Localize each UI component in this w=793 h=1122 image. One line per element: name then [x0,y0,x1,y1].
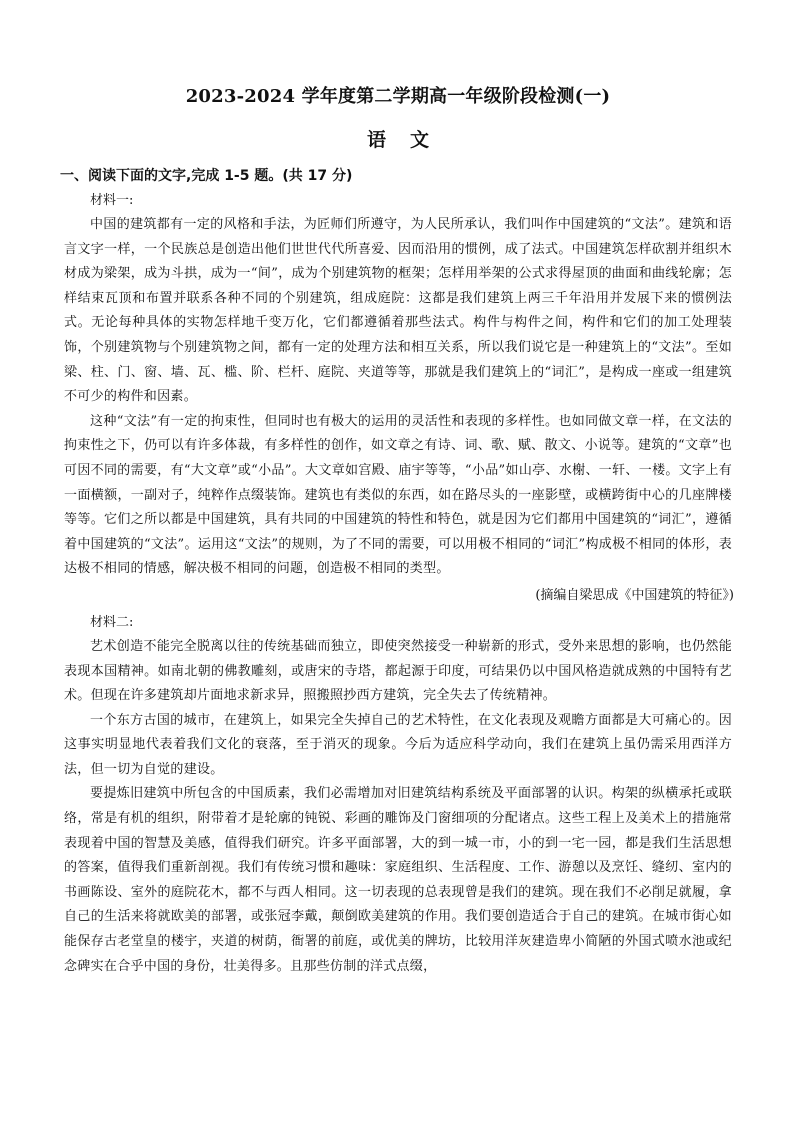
subject-title: 语文 [366,129,453,151]
exam-page [60,84,734,979]
material-2-paragraph: 艺术创造不能完全脱离以往的传统基础而独立，即使突然接受一种崭新的形式，受外来思想的影响，也仍然能表现本国精神。如南北朝的佛教雕刻，或唐宋的寺塔，都起源于印度，可结果仍以中国风格造就成熟的中国特有艺术。但现在许多建筑却片面地求新求异，照搬照抄西方建筑，完全失去了传统精神。 [64,638,732,704]
material-2-paragraph: 要提炼旧建筑中所包含的中国质素，我们必需增加对旧建筑结构系统及平面部署的认识。构架的纵横承托或联络，常是有机的组织，附带着才是轮廓的钝锐、彩画的雕饰及门窗细项的分配诸点。这些工程上及美术上的措施常表现着中国的智慧及美感，值得我们研究。许多平面部署，大的到一城一市，小的到一宅一园，都是我们生活思想的答案，值得我们重新剖视。我们有传统习惯和趣味：家庭组织、生活程度、工作、游憩以及烹饪、缝纫、室内的书画陈设、室外的庭院花木，都不与西人相同。这一切表现的总表现曾是我们的建筑。现在我们不必削足就履，拿自己的生活来将就欧美的部署，或张冠李戴，颠倒欧美建筑的作用。我们要创造适合于自己的建筑。在城市街心如能保存古老堂皇的楼宇，夹道的树荫，衙署的前庭，或优美的牌坊，比较用洋灰建造卑小简陋的外国式喷水池或纪念碑实在合乎中国的身份，壮美得多。且那些仿制的洋式点缀， [64,786,732,974]
section-heading: 一、阅读下面的文字,完成 1-5 题。(共 17 分) [60,168,353,184]
material-2-label: 材料二: [90,614,134,630]
exam-title: 2023-2024 学年度第二学期高一年级阶段检测(一) [185,86,611,107]
material-1-label: 材料一: [90,193,134,208]
material-1-paragraph: 中国的建筑都有一定的风格和手法，为匠师们所遵守，为人民所承认，我们叫作中国建筑的“文法”。建筑和语言文字一样，一个民族总是创造出他们世世代代所喜爱、因而沿用的惯例，成了法式。中国建筑怎样砍割并组织木材成为梁架，成为斗拱，成为一“间”，成为个别建筑物的框架；怎样用举架的公式求得屋顶的曲面和曲线轮廓；怎样结束瓦顶和布置并联系各种不同的个别建筑，组成庭院：这都是我们建筑上两三千年沿用并发展下来的惯例法式。无论每种具体的实物怎样地千变万化，它们都遵循着那些法式。构件与构件之间，构件和它们的加工处理装饰，个别建筑物与个别建筑物之间，都有一定的处理方法和相互关系，所以我们说它是一种建筑上的“文法”。至如梁、柱、门、窗、墙、瓦、槛、阶、栏杆、庭院、夹道等等，那就是我们建筑上的“词汇”，是构成一座或一组建筑不可少的构件和因素。 [64,217,732,405]
material-1-paragraph: 这种“文法”有一定的拘束性，但同时也有极大的运用的灵活性和表现的多样性。也如同做文章一样，在文法的拘束性之下，仍可以有许多体裁，有多样性的创作，如文章之有诗、词、歌、赋、散文、小说等。建筑的“文章”也可因不同的需要，有“大文章”或“小品”。大文章如宫殿、庙宇等等，“小品”如山亭、水榭、一轩、一楼。文字上有一面横额，一副对子，纯粹作点缀装饰。建筑也有类似的东西，如在路尽头的一座影壁，或横跨街中心的几座牌楼等等。它们之所以都是中国建筑，具有共同的中国建筑的特性和特色，就是因为它们都用中国建筑的“词汇”，遵循着中国建筑的“文法”。运用这“文法”的规则，为了不同的需要，可以用极不相同的“词汇”构成极不相同的体形，表达极不相同的情感，解决极不相同的问题，创造极不相同的类型。 [64,413,732,577]
material-2-paragraph: 一个东方古国的城市，在建筑上，如果完全失掉自己的艺术特性，在文化表现及观瞻方面都是大可痛心的。因这事实明显地代表着我们文化的衰落，至于消灭的现象。今后为适应科学动向，我们在建筑上虽仍需采用西洋方法，但一切为自觉的建设。 [64,712,732,777]
material-1-source: (摘编自梁思成《中国建筑的特征》) [535,587,734,603]
